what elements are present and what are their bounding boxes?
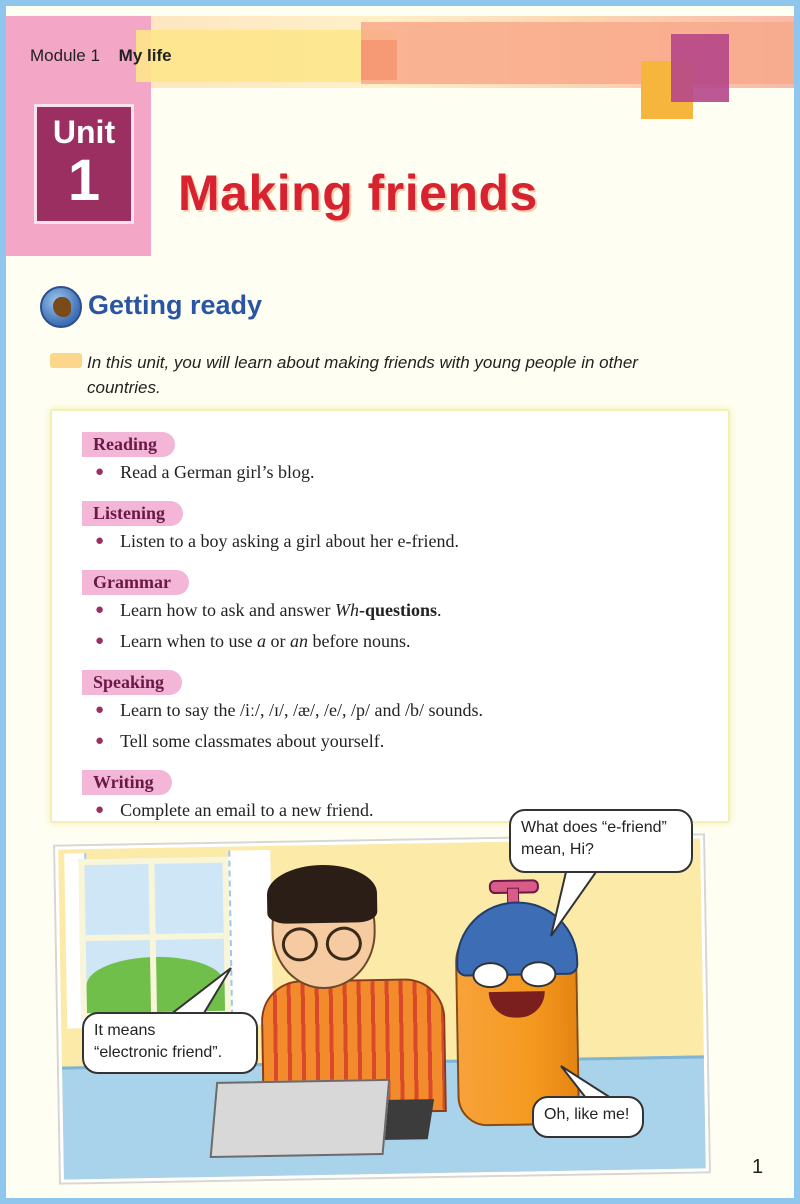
list-item: ● Tell some classmates about yourself. <box>95 731 385 751</box>
bubble-tail <box>551 872 596 936</box>
intro-text: In this unit, you will learn about making friends with young people in other countries. <box>87 353 638 397</box>
bullet-icon: ● <box>95 602 105 618</box>
list-item: ● Read a German girl’s blog. <box>95 462 315 482</box>
speech-bubble-answer: It means “electronic friend”. <box>82 1012 258 1074</box>
section-label-speaking: Speaking <box>82 670 182 695</box>
list-item: ● Learn when to use a or an before nouns. <box>95 631 411 651</box>
bullet-icon: ● <box>95 802 105 818</box>
list-item: ● Learn how to ask and answer Wh-questions. <box>95 600 442 620</box>
page-number: 1 <box>752 1156 764 1178</box>
section-label-reading: Reading <box>82 432 175 457</box>
bullet-icon: ● <box>95 533 105 549</box>
section-label-listening: Listening <box>82 501 183 526</box>
module-title: My life <box>118 46 172 65</box>
bullet-icon: ● <box>95 733 105 749</box>
list-item: ● Complete an email to a new friend. <box>95 800 374 820</box>
section-label-grammar: Grammar <box>82 570 189 595</box>
speech-bubble-reply: Oh, like me! <box>532 1096 644 1138</box>
unit-title: Making friends <box>178 165 538 221</box>
list-item: ● Listen to a boy asking a girl about her e-friend. <box>95 531 459 551</box>
bullet-icon: ● <box>95 633 105 649</box>
section-label-writing: Writing <box>82 770 172 795</box>
unit-word: Unit <box>52 114 116 150</box>
bullet-icon: ● <box>95 702 105 718</box>
module-label: Module 1 <box>30 46 100 65</box>
speech-bubble-question: What does “e-friend” mean, Hi? <box>509 809 693 873</box>
unit-number: 1 <box>67 148 101 213</box>
list-item: ● Learn to say the /iː/, /ɪ/, /æ/, /e/, /p/ and /b/ sounds. <box>95 700 484 720</box>
bubble-tail <box>166 968 231 1018</box>
bullet-icon: ● <box>95 464 105 480</box>
getting-ready-heading: Getting ready <box>88 290 263 320</box>
bubble-tail <box>561 1066 611 1098</box>
